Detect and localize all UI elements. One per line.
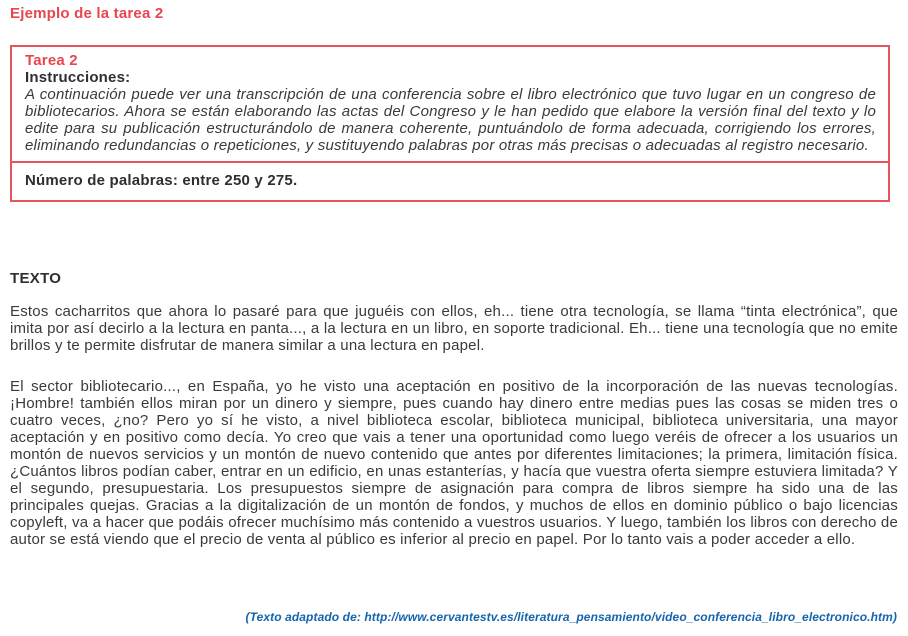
task-box-main [12,47,888,161]
source-citation-link[interactable]: (Texto adaptado de: http://www.cervantestv.es/literatura_pensamiento/video_conferencia_libro_electronico.htm) [245,610,897,624]
task-box [10,45,890,202]
word-count-text: Número de palabras: entre 250 y 275. [12,161,888,200]
page-title: Ejemplo de la tarea 2 [10,5,164,22]
instructions-label: Instrucciones: [25,69,131,86]
texto-paragraph-1: Estos cacharritos que ahora lo pasaré para que juguéis con ellos, eh... tiene otra tecnología, se llama “tinta electrónica”, que imita por así decirlo a la lectura en panta..., a la lectura en un libro, en soporte tradicional. Eh... tiene una tecnología que no emite brillos y te permite disfrutar de manera similar a una lectura en papel. [10,303,898,354]
texto-heading: TEXTO [10,270,62,287]
instructions-text: A continuación puede ver una transcripción de una conferencia sobre el libro electrónico que tuvo lugar en un congreso de bibliotecarios. Ahora se están elaborando las actas del Congreso y le han pedido que elabore la versión final del texto y lo edite para su publicación estructurándolo de manera coherente, puntuándolo de forma adecuada, corrigiendo los errores, eliminando redundancias o repeticiones, y sustituyendo palabras por otras más precisas o adecuadas al registro necesario. [25,86,876,154]
texto-body [10,303,898,572]
texto-paragraph-2: El sector bibliotecario..., en España, yo he visto una aceptación en positivo de la incorporación de las nuevas tecnologías. ¡Hombre! también ellos miran por un dinero y siempre, pues cuando hay dinero entre medias pues las cosas se miden tres o cuatro veces, ¿no? Pero yo sí he visto, a nivel biblioteca escolar, biblioteca municipal, biblioteca universitaria, una mayor aceptación y en positivo como decía. Yo creo que vais a tener una oportunidad como luego veréis de ofrecer a los usuarios un montón de nuevos servicios y un montón de nuevo contenido que antes por diferentes limitaciones; la primera, limitación física. ¿Cuántos libros podían caber, entrar en un edificio, en unas estanterías, y hacía que vuestra oferta siempre estuviera limitada? Y el segundo, presupuestaria. Los presupuestos siempre de asignación para compra de libros siempre ha sido una de las principales quejas. Gracias a la digitalización de un montón de fondos, y muchos de ellos en dominio público o bajo licencias copyleft, va a hacer que podáis ofrecer muchísimo más contenido a vuestros usuarios. Y luego, también los libros con derecho de autor se está viendo que el precio de venta al público es inferior al precio en papel. Por lo tanto vais a poder acceder a ello. [10,378,898,548]
task-label: Tarea 2 [25,52,78,69]
